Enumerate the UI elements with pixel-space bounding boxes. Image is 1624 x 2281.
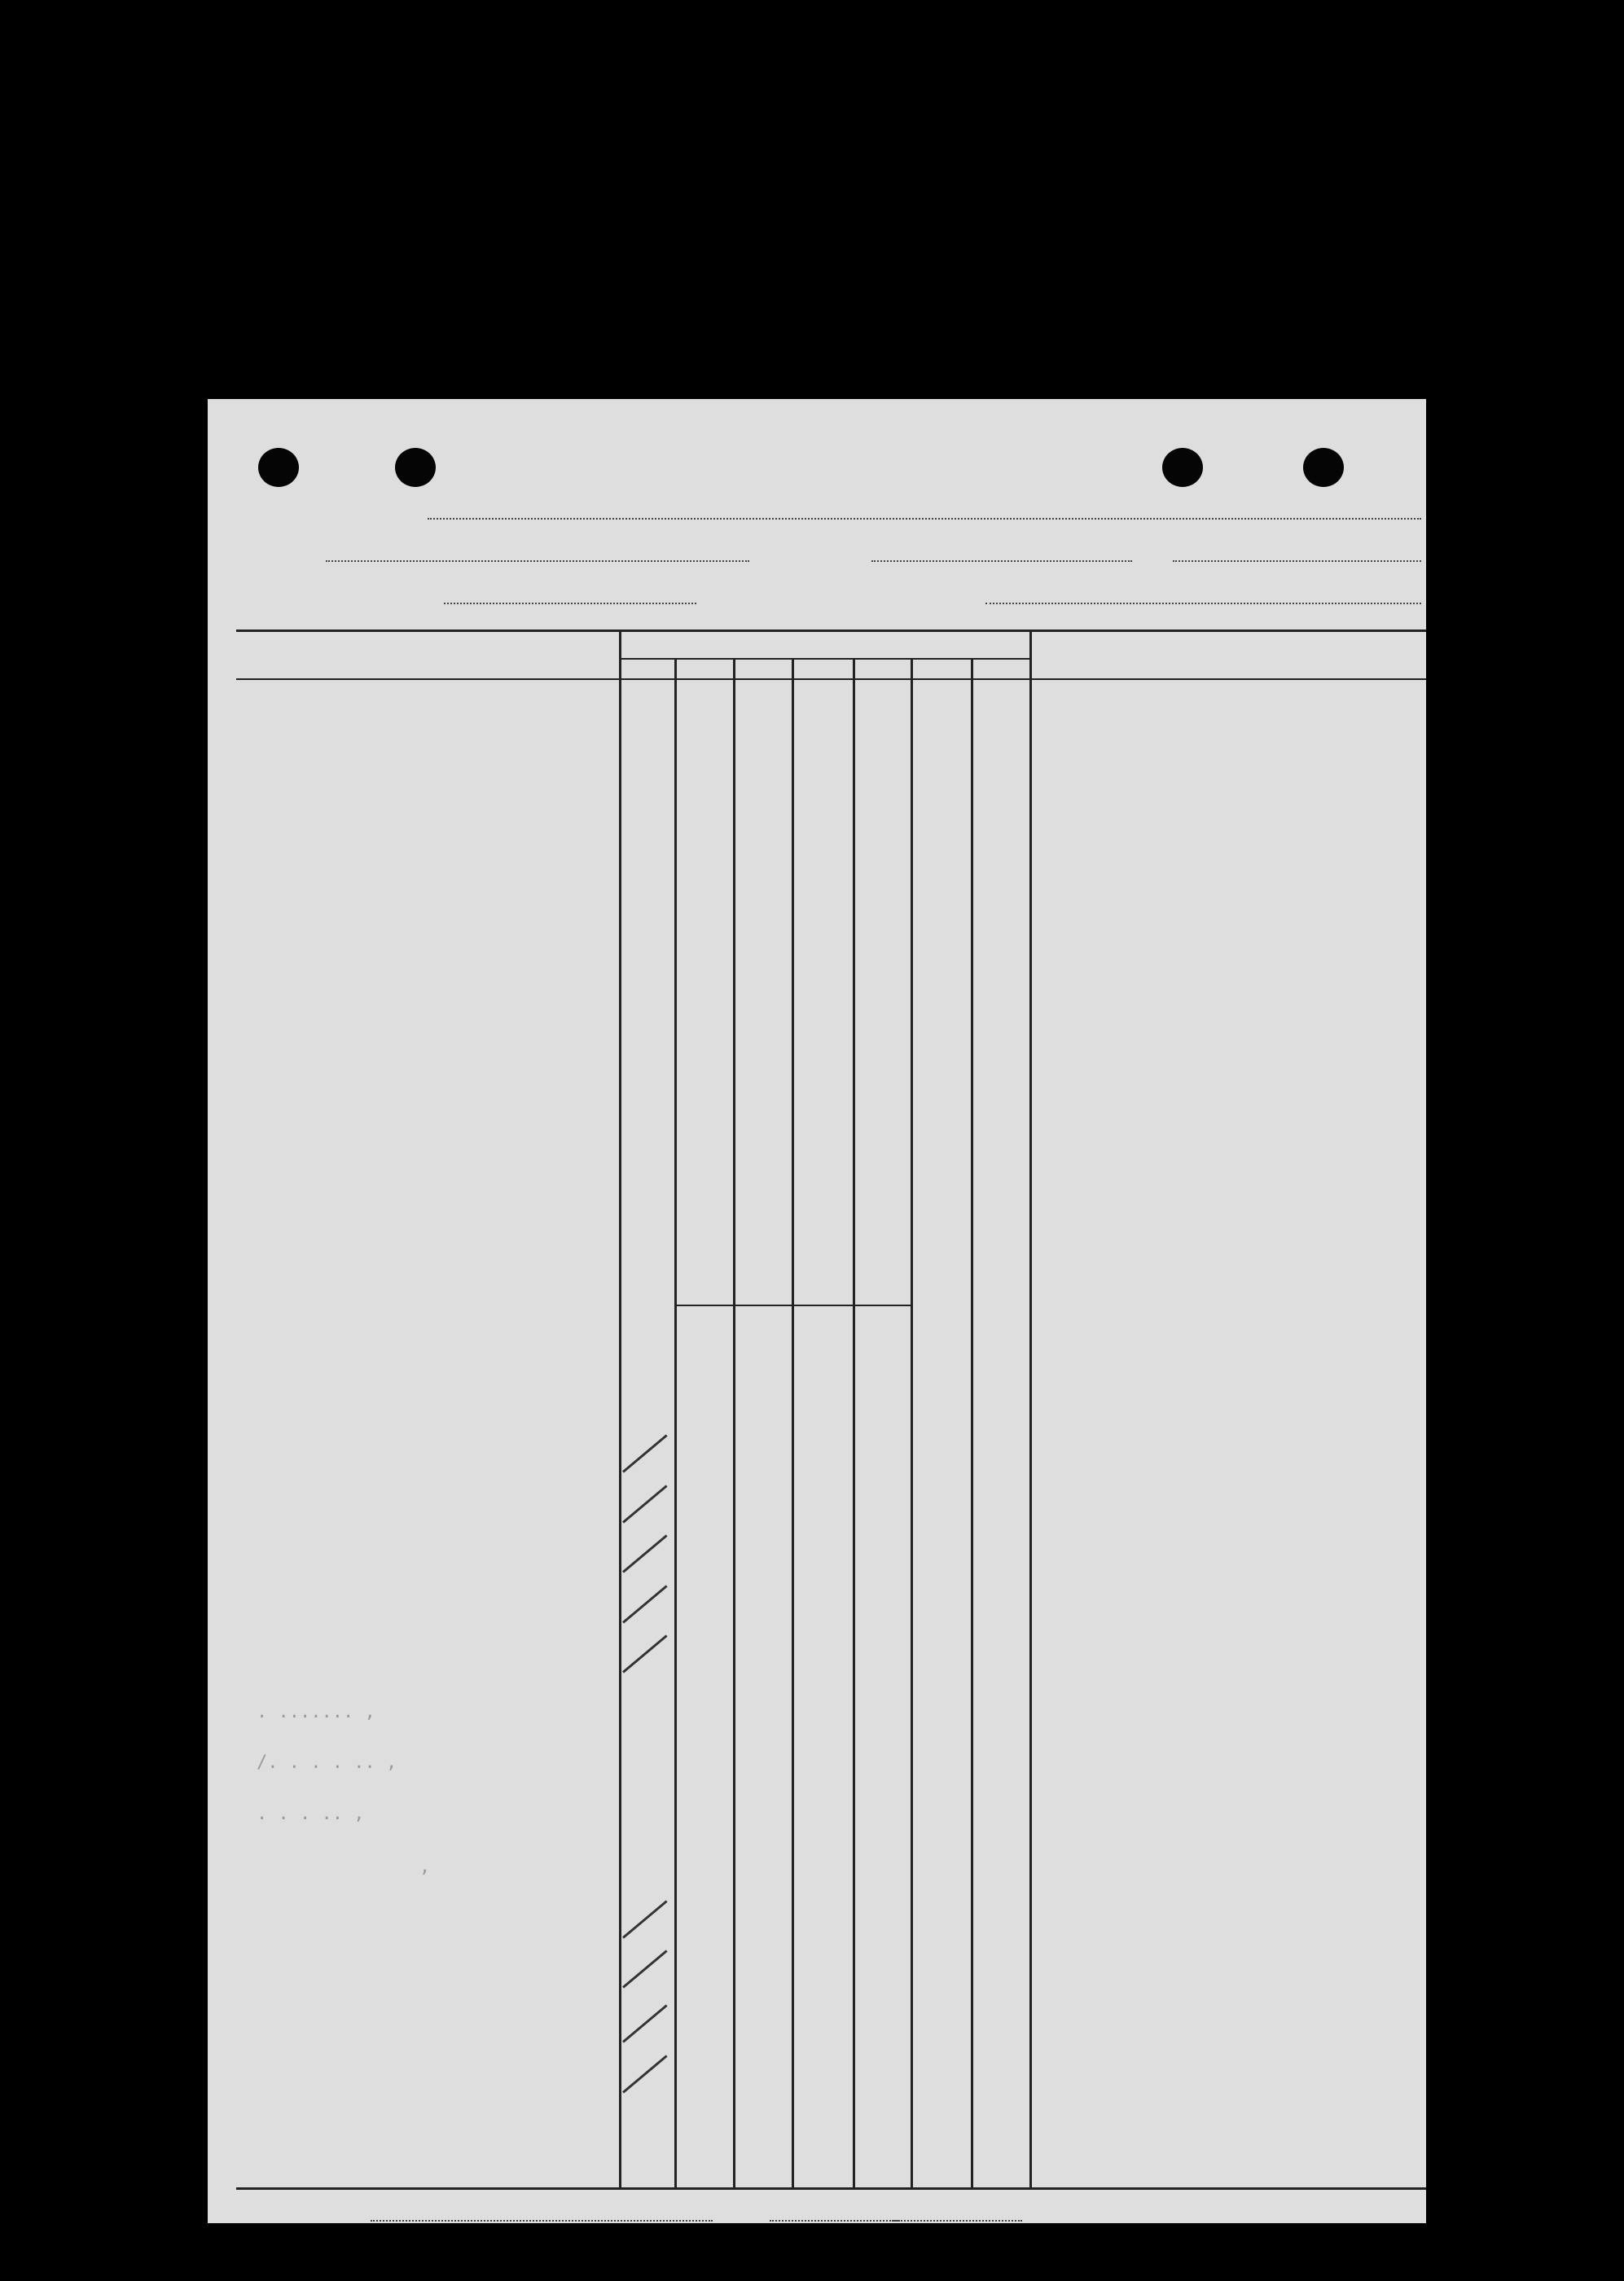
tick-mark	[622, 1900, 668, 1938]
tick-mark	[622, 1434, 668, 1472]
faint-row: ,	[419, 1857, 431, 1877]
tick-mark	[622, 1950, 668, 1988]
tick-mark	[622, 1534, 668, 1573]
tick-mark	[622, 2055, 668, 2093]
punch-hole-1	[258, 448, 299, 487]
faint-row: . . . .. ,	[257, 1804, 365, 1824]
punch-hole-2	[395, 448, 436, 487]
punch-hole-3	[1162, 448, 1203, 487]
tick-mark	[622, 2004, 668, 2042]
tick-mark	[622, 1634, 668, 1673]
table-header-rule	[236, 678, 1426, 680]
op-subheader-rule	[619, 658, 1030, 660]
manifest-sheet	[208, 399, 1426, 2223]
faint-row: /. . . . .. ,	[257, 1752, 397, 1773]
tick-mark	[622, 1485, 668, 1523]
table-bottom-rule	[236, 2187, 1426, 2190]
punch-hole-4	[1303, 448, 1344, 487]
tick-mark	[622, 1585, 668, 1623]
table-top-rule	[236, 629, 1426, 632]
faint-row: . ....... ,	[257, 1702, 375, 1722]
